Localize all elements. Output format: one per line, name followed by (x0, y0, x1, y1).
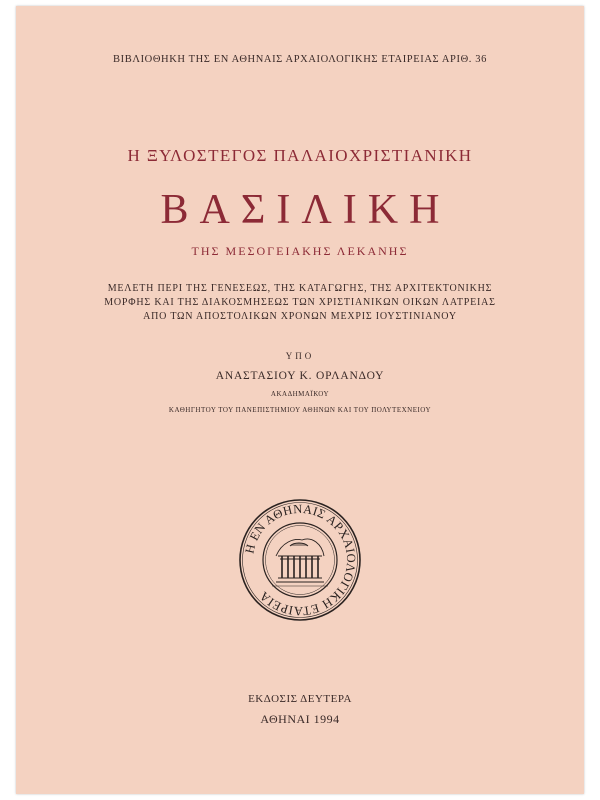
description-block (16, 282, 584, 324)
title-lower-line: ΤΗΣ ΜΕΣΟΓΕΙΑΚΗΣ ΛΕΚΑΝΗΣ (191, 244, 409, 258)
description-line: ΑΠΟ ΤΩΝ ΑΠΟΣΤΟΛΙΚΩΝ ΧΡΟΝΩΝ ΜΕΧΡΙΣ ΙΟΥΣΤΙΝΙΑΝΟΥ (143, 311, 457, 322)
society-seal-icon (238, 498, 362, 622)
seal-ring-text: Η ΕΝ ΑΘΗΝΑΙΣ ΑΡΧΑΙΟΛΟΓΙΚΗ ΕΤΑΙΡΕΙΑ (242, 501, 359, 619)
author-role-academic: ΑΚΑΔΗΜΑΪΚΟΥ (270, 390, 330, 398)
description-line: ΜΕΛΕΤΗ ΠΕΡΙ ΤΗΣ ΓΕΝΕΣΕΩΣ, ΤΗΣ ΚΑΤΑΓΩΓΗΣ, ΤΗΣ ΑΡΧΙΤΕΚΤΟΝΙΚΗΣ (107, 283, 493, 294)
place-year: ΑΘΗΝΑΙ 1994 (260, 712, 340, 726)
series-line: ΒΙΒΛΙΟΘΗΚΗ ΤΗΣ ΕΝ ΑΘΗΝΑΙΣ ΑΡΧΑΙΟΛΟΓΙΚΗΣ ΕΤΑΙΡΕΙΑΣ ΑΡΙΘ. 36 (113, 54, 487, 65)
description-line: ΜΟΡΦΗΣ ΚΑΙ ΤΗΣ ΔΙΑΚΟΣΜΗΣΕΩΣ ΤΩΝ ΧΡΙΣΤΙΑΝΙΚΩΝ ΟΙΚΩΝ ΛΑΤΡΕΙΑΣ (104, 297, 496, 308)
book-cover (16, 6, 584, 794)
author-role-professor: ΚΑΘΗΓΗΤΟΥ ΤΟΥ ΠΑΝΕΠΙΣΤΗΜΙΟΥ ΑΘΗΝΩΝ ΚΑΙ ΤΟΥ ΠΟΛΥΤΕΧΝΕΙΟΥ (168, 406, 432, 414)
main-title: ΒΑΣΙΛΙΚΗ (160, 187, 451, 233)
title-upper-line: Η ΞΥΛΟΣΤΕΓΟΣ ΠΑΛΑΙΟΧΡΙΣΤΙΑΝΙΚΗ (127, 146, 473, 165)
seal-emblem (272, 539, 328, 586)
author-name: ΑΝΑΣΤΑΣΙΟΥ Κ. ΟΡΛΑΝΔΟΥ (215, 370, 385, 382)
edition-label: ΕΚΔΟΣΙΣ ΔΕΥΤΕΡΑ (248, 693, 352, 705)
by-label: ΥΠΟ (285, 351, 315, 361)
